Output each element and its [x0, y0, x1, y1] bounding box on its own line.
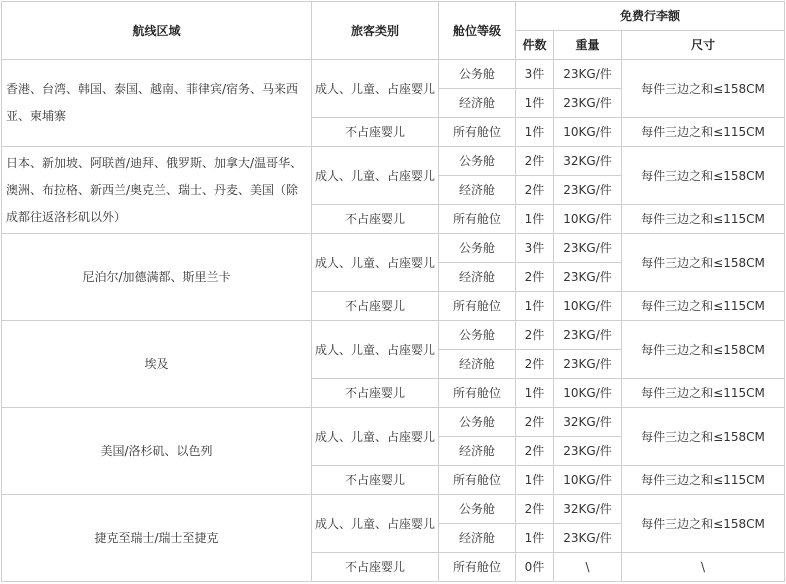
- passenger-type: 成人、儿童、占座婴儿: [312, 60, 439, 118]
- passenger-type: 不占座婴儿: [312, 118, 439, 147]
- passenger-type: 不占座婴儿: [312, 379, 439, 408]
- pieces-cell: 2件: [516, 176, 554, 205]
- cabin-class: 公务舱: [439, 234, 516, 263]
- weight-cell: 23KG/件: [554, 321, 622, 350]
- size-cell: 每件三边之和≤115CM: [622, 379, 785, 408]
- cabin-class: 经济舱: [439, 524, 516, 553]
- pieces-cell: 2件: [516, 263, 554, 292]
- weight-cell: 10KG/件: [554, 118, 622, 147]
- cabin-class: 经济舱: [439, 176, 516, 205]
- route-region: 埃及: [2, 321, 312, 408]
- header-pieces: 件数: [516, 31, 554, 60]
- weight-cell: 10KG/件: [554, 379, 622, 408]
- cabin-class: 公务舱: [439, 147, 516, 176]
- cabin-class: 公务舱: [439, 408, 516, 437]
- passenger-type: 成人、儿童、占座婴儿: [312, 147, 439, 205]
- size-cell: 每件三边之和≤158CM: [622, 321, 785, 379]
- size-cell: 每件三边之和≤115CM: [622, 466, 785, 495]
- weight-cell: 23KG/件: [554, 524, 622, 553]
- size-cell: 每件三边之和≤115CM: [622, 205, 785, 234]
- pieces-cell: 2件: [516, 495, 554, 524]
- weight-cell: 32KG/件: [554, 147, 622, 176]
- weight-cell: 23KG/件: [554, 263, 622, 292]
- cabin-class: 公务舱: [439, 495, 516, 524]
- pieces-cell: 1件: [516, 466, 554, 495]
- pieces-cell: 1件: [516, 292, 554, 321]
- cabin-class: 公务舱: [439, 60, 516, 89]
- passenger-type: 成人、儿童、占座婴儿: [312, 495, 439, 553]
- weight-cell: 23KG/件: [554, 60, 622, 89]
- route-region: 日本、新加坡、阿联酋/迪拜、俄罗斯、加拿大/温哥华、澳洲、布拉格、新西兰/奥克兰、瑞士、丹麦、美国（除成都往返洛杉矶以外）: [2, 147, 312, 234]
- cabin-class: 经济舱: [439, 89, 516, 118]
- weight-cell: 23KG/件: [554, 234, 622, 263]
- route-region: 美国/洛杉矶、以色列: [2, 408, 312, 495]
- size-cell: \: [622, 553, 785, 582]
- pieces-cell: 3件: [516, 234, 554, 263]
- cabin-class: 所有舱位: [439, 466, 516, 495]
- pieces-cell: 2件: [516, 321, 554, 350]
- pieces-cell: 1件: [516, 524, 554, 553]
- header-route: 航线区域: [2, 2, 312, 60]
- weight-cell: 23KG/件: [554, 89, 622, 118]
- pieces-cell: 1件: [516, 205, 554, 234]
- pieces-cell: 1件: [516, 379, 554, 408]
- header-cabin-class: 舱位等级: [439, 2, 516, 60]
- size-cell: 每件三边之和≤158CM: [622, 147, 785, 205]
- weight-cell: 32KG/件: [554, 495, 622, 524]
- cabin-class: 经济舱: [439, 350, 516, 379]
- size-cell: 每件三边之和≤158CM: [622, 234, 785, 292]
- cabin-class: 所有舱位: [439, 205, 516, 234]
- passenger-type: 成人、儿童、占座婴儿: [312, 234, 439, 292]
- weight-cell: 10KG/件: [554, 466, 622, 495]
- baggage-allowance-table: [1, 1, 785, 582]
- cabin-class: 公务舱: [439, 321, 516, 350]
- pieces-cell: 1件: [516, 89, 554, 118]
- header-free-allowance: 免费行李额: [516, 2, 785, 31]
- header-weight: 重量: [554, 31, 622, 60]
- size-cell: 每件三边之和≤115CM: [622, 118, 785, 147]
- pieces-cell: 0件: [516, 553, 554, 582]
- passenger-type: 成人、儿童、占座婴儿: [312, 408, 439, 466]
- pieces-cell: 2件: [516, 437, 554, 466]
- route-region: 尼泊尔/加德满都、斯里兰卡: [2, 234, 312, 321]
- weight-cell: 10KG/件: [554, 292, 622, 321]
- passenger-type: 成人、儿童、占座婴儿: [312, 321, 439, 379]
- cabin-class: 所有舱位: [439, 118, 516, 147]
- passenger-type: 不占座婴儿: [312, 553, 439, 582]
- route-region: 捷克至瑞士/瑞士至捷克: [2, 495, 312, 582]
- pieces-cell: 2件: [516, 147, 554, 176]
- weight-cell: 10KG/件: [554, 205, 622, 234]
- weight-cell: 23KG/件: [554, 176, 622, 205]
- size-cell: 每件三边之和≤158CM: [622, 60, 785, 118]
- weight-cell: \: [554, 553, 622, 582]
- size-cell: 每件三边之和≤158CM: [622, 495, 785, 553]
- cabin-class: 所有舱位: [439, 292, 516, 321]
- passenger-type: 不占座婴儿: [312, 466, 439, 495]
- header-passenger-type: 旅客类别: [312, 2, 439, 60]
- pieces-cell: 3件: [516, 60, 554, 89]
- pieces-cell: 1件: [516, 118, 554, 147]
- size-cell: 每件三边之和≤115CM: [622, 292, 785, 321]
- pieces-cell: 2件: [516, 408, 554, 437]
- cabin-class: 所有舱位: [439, 379, 516, 408]
- route-region: 香港、台湾、韩国、泰国、越南、菲律宾/宿务、马来西亚、柬埔寨: [2, 60, 312, 147]
- weight-cell: 23KG/件: [554, 350, 622, 379]
- header-size: 尺寸: [622, 31, 785, 60]
- cabin-class: 经济舱: [439, 437, 516, 466]
- passenger-type: 不占座婴儿: [312, 205, 439, 234]
- weight-cell: 32KG/件: [554, 408, 622, 437]
- weight-cell: 23KG/件: [554, 437, 622, 466]
- cabin-class: 所有舱位: [439, 553, 516, 582]
- size-cell: 每件三边之和≤158CM: [622, 408, 785, 466]
- pieces-cell: 2件: [516, 350, 554, 379]
- cabin-class: 经济舱: [439, 263, 516, 292]
- passenger-type: 不占座婴儿: [312, 292, 439, 321]
